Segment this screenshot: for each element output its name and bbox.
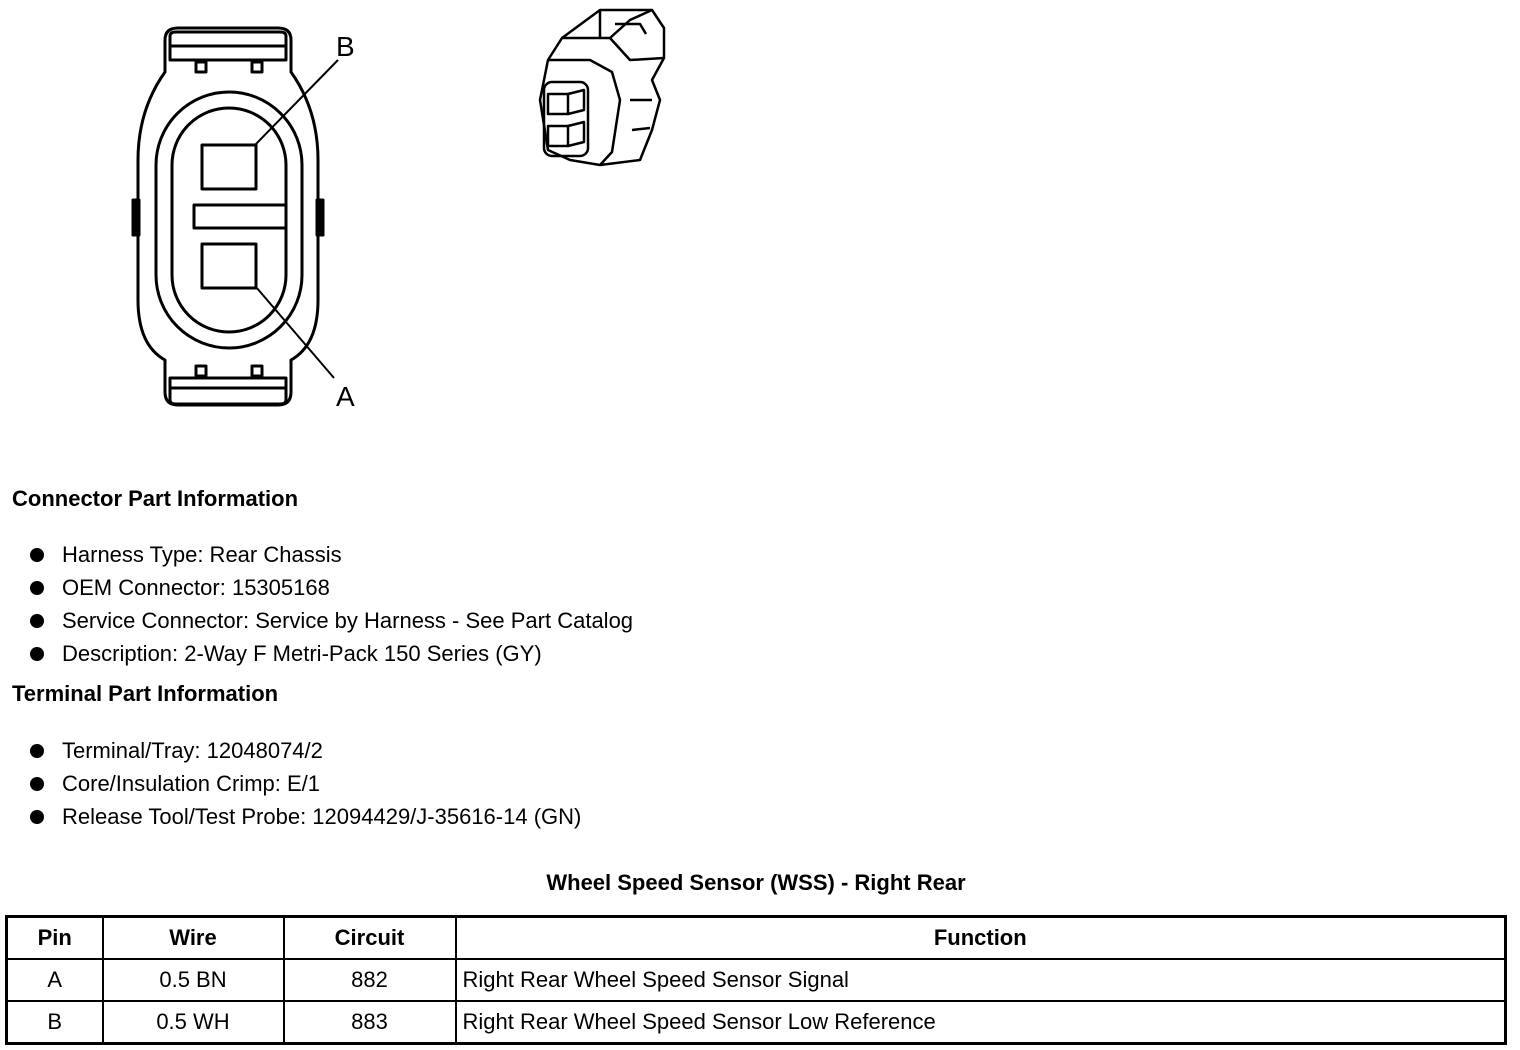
cell-circuit: 882 xyxy=(284,959,456,1001)
cell-wire: 0.5 WH xyxy=(103,1001,284,1044)
header-wire: Wire xyxy=(103,917,284,960)
list-item: Core/Insulation Crimp: E/1 xyxy=(28,767,581,800)
pin-table-title: Wheel Speed Sensor (WSS) - Right Rear xyxy=(546,870,966,895)
cell-function: Right Rear Wheel Speed Sensor Low Reference xyxy=(456,1001,1506,1044)
cavity-b xyxy=(202,145,256,189)
bullet-icon xyxy=(30,581,44,595)
pin-table xyxy=(5,915,1507,1045)
list-item: Harness Type: Rear Chassis xyxy=(28,538,633,571)
bullet-icon xyxy=(30,548,44,562)
header-circuit: Circuit xyxy=(284,917,456,960)
terminal-info-title: Terminal Part Information xyxy=(12,681,279,706)
connector-latch-bottom xyxy=(170,378,286,404)
list-item: Release Tool/Test Probe: 12094429/J-35616-14 (GN) xyxy=(28,800,581,833)
header-function: Function xyxy=(456,917,1506,960)
table-header-row xyxy=(7,917,1506,960)
table-row xyxy=(7,1001,1506,1044)
connector-info-list xyxy=(28,538,633,670)
bullet-icon xyxy=(30,777,44,791)
bullet-icon xyxy=(30,647,44,661)
connector-isometric-view xyxy=(540,10,664,165)
list-item: Service Connector: Service by Harness - See Part Catalog xyxy=(28,604,633,637)
header-pin: Pin xyxy=(7,917,103,960)
bullet-icon xyxy=(30,614,44,628)
list-item: OEM Connector: 15305168 xyxy=(28,571,633,604)
list-item: Description: 2-Way F Metri-Pack 150 Series (GY) xyxy=(28,637,633,670)
bullet-icon xyxy=(30,810,44,824)
cavity-a xyxy=(202,244,256,288)
pin-label-b: B xyxy=(336,31,355,62)
pin-label-a: A xyxy=(336,381,355,412)
terminal-info-list xyxy=(28,734,581,833)
list-item: Terminal/Tray: 12048074/2 xyxy=(28,734,581,767)
table-row xyxy=(7,959,1506,1001)
cell-pin: B xyxy=(7,1001,103,1044)
cell-wire: 0.5 BN xyxy=(103,959,284,1001)
connector-diagram xyxy=(0,0,760,430)
cell-pin: A xyxy=(7,959,103,1001)
cell-function: Right Rear Wheel Speed Sensor Signal xyxy=(456,959,1506,1001)
bullet-icon xyxy=(30,744,44,758)
cell-circuit: 883 xyxy=(284,1001,456,1044)
connector-info-title: Connector Part Information xyxy=(12,486,299,511)
